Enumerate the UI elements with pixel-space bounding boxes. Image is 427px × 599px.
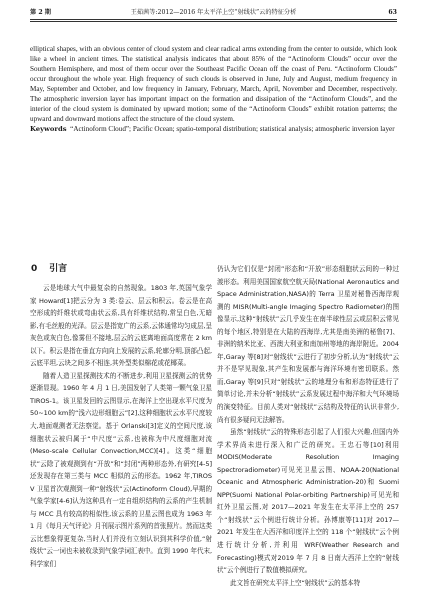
running-title: 王茹茜等:2012—2016 年太平洋上空“射线状”云的特征分析 [130, 9, 297, 16]
keywords-text: “Actinoform Cloud”; Pacific Ocean; spatio-temporal distribution; statistical analysis; atmospheric inversion layer [70, 125, 395, 134]
paragraph: 仍认为它们仅是“封闭”形态和“开放”形态细胞状云间的一种过渡形态。利用美国国家航空航天局(National Aeronautics and Space Administration,NASA)的 Terra 卫星对秘鲁西海岸观测的 MISR(Multi-angle Imaging Spectro Radiometer)的图像显示,这种“射线状”云几乎发生在南半球性层云或层积云常见的每个地区,特别是在大陆的西海岸,尤其是南美洲的秘鲁[7]、非洲的纳米比亚、西澳大利亚和南加州等地的海岸附近。2004 年,Garay 等[8]对“射线状”云进行了初步分析,认为“射线状”云并不是罕见现象,其产生和发展都与海洋环境有密切联系。然而,Garay 等[9]只对“射线状”云的地理分布和形态特征进行了简单讨论,并未分析“射线状”云系发展过程中海洋和大气环境场的演变特征。目前人类对“射线状”云结构及特征的认识非常少,尚有很多疑问无法解答。 [217, 265, 399, 424]
page-number: 63 [388, 9, 397, 16]
paragraph: 随着人造卫星探测技术的不断进步,利用卫星探测云的优势逐渐显现。1960 年 4 月 1 日,美国发射了人类第一颗气象卫星 TIROS-1。该卫星发回的云图显示,在海洋上空出现水平尺度为 50~100 km的“浅六边形细胞云”[2],这种细胞状云水平尺度较大,地面观测者无法察觉。基于 Orlanski[3]定义的空间尺度,该细胞状云被归属于“中尺度”云系,也被称为中尺度细胞对流(Meso-scale Cellular Convection,MCC)[4]。这类“细胞状”云除了被观测到有“开放”和“封闭”两种形态外,有研究[4-5]还发现存在第三类与 MCC 相似的云的形态。1962 年,TIROS V 卫星首次观测到一种“射线状”云(Actinoform Cloud),早期的气象学家[4-6]认为这种具有一定自组织结构的云系的产生机制与 MCC 具有较高的相似性,该云系的卫星云图也成为 1963 年 1 月《每月天气评论》月刊展示图片系列的首张照片。然而这类云比想象得更复杂,当时人们并没有立刻认识到其科学价值,“射线状”云一词也未被收录到气象学词汇表中。直到 1990 年代末,科学家们 [30, 371, 212, 569]
header-rule-bottom [30, 21, 397, 22]
paragraph: 此文旨在研究太平洋上空“射线状”云的基本特 [230, 578, 361, 587]
section-title: 引言 [49, 264, 68, 274]
issue-number: 第 2 期 [30, 9, 51, 16]
abstract-text: elliptical shapes, with an obvious center of cloud system and clear radical arms extending from the center to outside, which look like a wheel in ancient times. The statistical analysis indicates that about 85% of the “Actinoform Clouds” occur over the Southern Hemisphere, and most of them occur over the Southeast Pacific Ocean off the coast of Peru. “Actinoform Clouds” occur throughout the whole year. High frequency of such clouds is observed in June, July and August, medium frequency in May, September and October, and low frequency in January, February, March, April, November and December, respectively. The atmospheric inversion layer has important impact on the formation and dissipation of the “Actinoform Clouds”, and the interior of the cloud system is dominated by upward motion; some of the “Actinoform Clouds” exhibit rotation patterns; the upward and downward motions affect the structure of the cloud system. [30, 45, 397, 124]
keywords-line [30, 124, 397, 134]
paragraph: 虽然“射线状”云的特殊形态引起了人们很大兴趣,但国内外学术界尚未进行深入和广泛的研究。王忠石等[10]利用 MODIS(Moderate Resolution Imaging Spectroradiometer)可见光卫星云图、NOAA-20(National Oceanic and Atmospheric Administration-20)和 Suomi NPP(Suomi National Polar-orbiting Partnership)可见光和红外卫星云图,对 2017—2021 年发生在太平洋上空的 257 个“射线状”云个例进行统计分析。孙博康等[11]对 2017—2021 年发生在大西洋和印度洋上空的 118 个“射线状”云个例进行统计分析,并利用 WRF(Weather Research and Forecasting)模式对2019 年 7 月 8 日南大西洋上空的“射线状”云个例进行了数值模拟研究。 [217, 428, 399, 575]
keywords-label: Keywords [30, 125, 67, 134]
running-header [30, 7, 397, 18]
paragraph: 云是地球大气中最复杂的自然现象。1803 年,英国气象学家 Howard[1]把云分为 3 类:卷云、层云和积云。卷云是在高空形成的纤维状或弯曲状云系,具有纤维状结构,常呈白色,无暗影,有毛丝般的光泽。层云是指宽广的云系,云体通常均匀成层,呈灰色或灰白色,像雾但不接地,层云的云底离地面高度常在 2 km 以下。积云是指在垂直方向向上发展的云系,轮廓分明,顶部凸起,云底平坦,云块之间多不相连,其外型类似棉花或花椰菜。 [30, 284, 212, 368]
english-abstract [30, 44, 397, 134]
header-rule-top [30, 19, 397, 20]
section-heading [30, 263, 212, 275]
left-column [30, 263, 212, 571]
section-number: 0 [31, 264, 38, 274]
right-column [217, 263, 399, 589]
